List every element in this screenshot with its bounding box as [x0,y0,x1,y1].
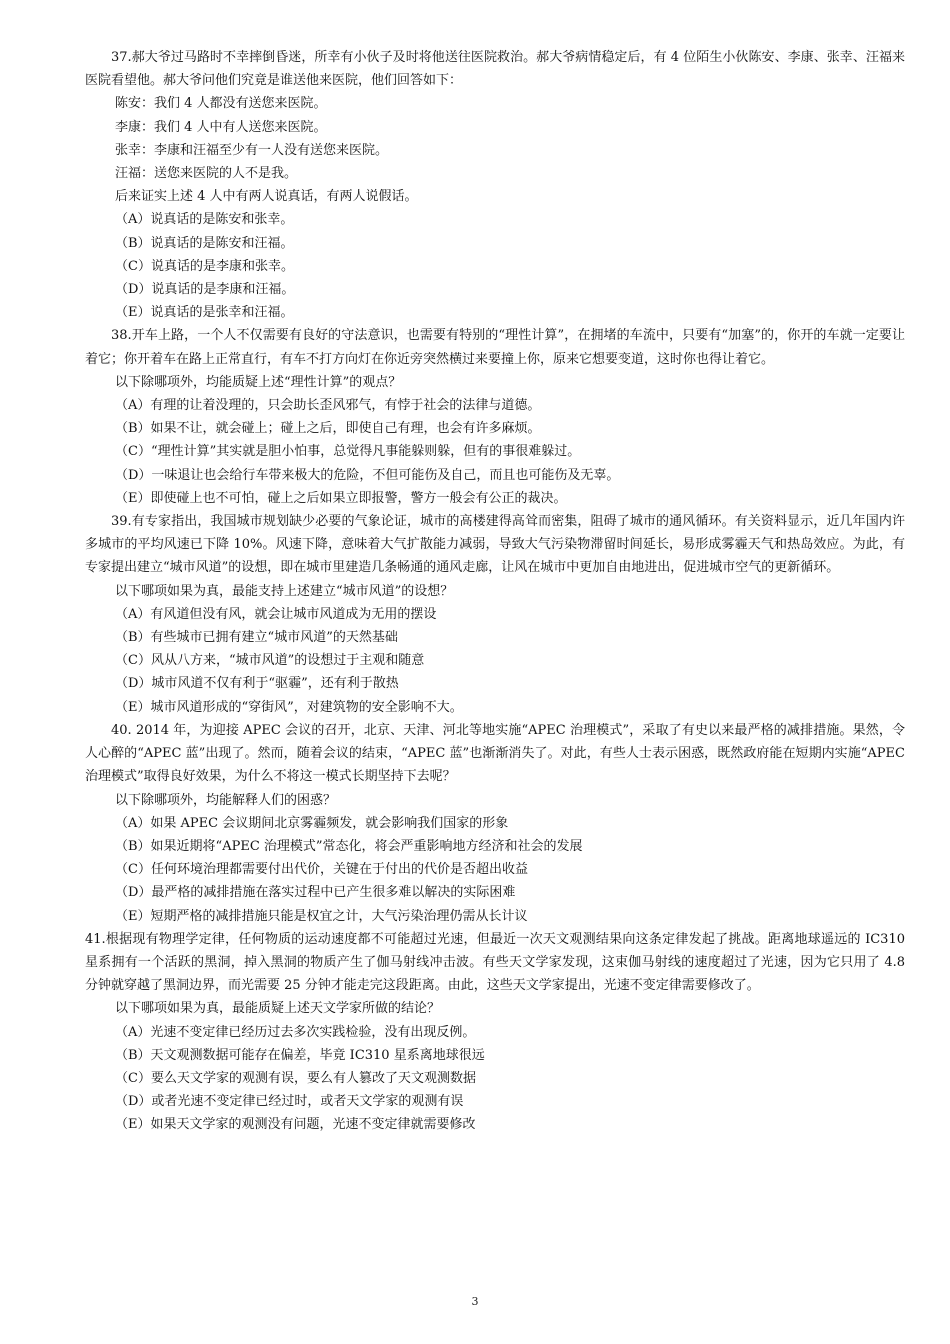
statement-line: 后来证实上述 4 人中有两人说真话，有两人说假话。 [115,189,418,205]
option-e: （E）说真话的是张幸和汪福。 [115,305,294,321]
document-page [85,46,905,1137]
option-c: （C）说真话的是李康和张幸。 [115,258,294,274]
question-prompt: 以下除哪项外，均能质疑上述“理性计算”的观点？ [115,374,402,390]
question-37 [85,46,905,324]
option-d: （D）说真话的是李康和汪福。 [115,282,295,298]
question-stem: 38.开车上路，一个人不仅需要有良好的守法意识，也需要有特别的“理性计算”，在拥堵的车流中，只要有“加塞”的，你开的车就一定要让着它；你开着车在路上正常直行，有车不打方向灯在你近旁突然横过来要撞上你，原来它想要变道，这时你也得让着它。 [85,328,905,367]
question-stem: 37.郝大爷过马路时不幸摔倒昏迷，所幸有小伙子及时将他送往医院救治。郝大爷病情稳定后，有 4 位陌生小伙陈安、李康、张幸、汪福来医院看望他。郝大爷问他们究竟是谁送他来医院，他们回答如下： [85,50,905,89]
option-b: （B）如果近期将“APEC 治理模式”常态化，将会严重影响地方经济和社会的发展 [115,838,583,854]
option-b: （B）说真话的是陈安和汪福。 [115,235,294,251]
option-d: （D）或者光速不变定律已经过时，或者天文学家的观测有误 [115,1094,464,1110]
question-stem: 39.有专家指出，我国城市规划缺少必要的气象论证，城市的高楼建得高耸而密集，阻碍了城市的通风循环。有关资料显示，近几年国内许多城市的平均风速已下降 10%。风速下降，意味着大气扩散能力减弱，导致大气污染物滞留时间延长，易形成雾霾天气和热岛效应。为此，有专家提出建立“城市风道”的设想，即在城市里建造几条畅通的通风走廊，让风在城市中更加自由地进出，促进城市空气的更新循环。 [85,514,905,576]
option-e: （E）即使碰上也不可怕，碰上之后如果立即报警，警方一般会有公正的裁决。 [115,490,567,506]
option-e: （E）城市风道形成的“穿街风”，对建筑物的安全影响不大。 [115,699,463,715]
question-prompt: 以下除哪项外，均能解释人们的困惑？ [115,792,337,808]
option-c: （C）要么天文学家的观测有误，要么有人篡改了天文观测数据 [115,1070,476,1086]
option-a: （A）说真话的是陈安和张幸。 [115,212,294,228]
statement-line: 李康：我们 4 人中有人送您来医院。 [115,119,327,135]
option-e: （E）如果天文学家的观测没有问题，光速不变定律就需要修改 [115,1117,476,1133]
option-c: （C）“理性计算”其实就是胆小怕事，总觉得凡事能躲则躲，但有的事很难躲过。 [115,444,581,460]
option-b: （B）如果不让，就会碰上；碰上之后，即使自己有理，也会有许多麻烦。 [115,421,541,437]
option-a: （A）如果 APEC 会议期间北京雾霾频发，就会影响我们国家的形象 [115,815,509,831]
option-c: （C）任何环境治理都需要付出代价，关键在于付出的代价是否超出收益 [115,862,528,878]
statement-line: 陈安：我们 4 人都没有送您来医院。 [115,96,327,112]
question-41 [85,928,905,1137]
question-prompt: 以下哪项如果为真，最能支持上述建立“城市风道”的设想？ [115,583,454,599]
option-c: （C）风从八方来，“城市风道”的设想过于主观和随意 [115,653,425,669]
option-d: （D）一味退让也会给行车带来极大的危险，不但可能伤及自己，而且也可能伤及无辜。 [115,467,620,483]
statement-line: 汪福：送您来医院的人不是我。 [115,166,298,182]
option-b: （B）有些城市已拥有建立“城市风道”的天然基础 [115,630,398,646]
option-d: （D）城市风道不仅有利于“驱霾”，还有利于散热 [115,676,399,692]
statement-line: 张幸：李康和汪福至少有一人没有送您来医院。 [115,142,389,158]
question-stem: 40. 2014 年，为迎接 APEC 会议的召开，北京、天津、河北等地实施“APEC 治理模式”，采取了有史以来最严格的减排措施。果然，令人心醉的“APEC 蓝”出现了。然而，随着会议的结束，“APEC 蓝”也渐渐消失了。对此，有些人士表示困惑，既然政府能在短期内实施“APEC 治理模式”取得良好效果，为什么不将这一模式长期坚持下去呢？ [85,722,905,785]
page-number: 3 [471,1295,479,1308]
question-stem: 41.根据现有物理学定律，任何物质的运动速度都不可能超过光速，但最近一次天文观测结果向这条定律发起了挑战。距离地球遥远的 IC310 星系拥有一个活跃的黑洞，掉入黑洞的物质产生了伽马射线冲击波。有些天文学家发现，这束伽马射线的速度超过了光速，因为它只用了 4.8 分钟就穿越了黑洞边界，而光需要 25 分钟才能走完这段距离。由此，这些天文学家提出，光速不变定律需要修改了。 [85,931,905,994]
option-a: （A）有风道但没有风，就会让城市风道成为无用的摆设 [115,606,437,622]
option-a: （A）有理的让着没理的，只会助长歪风邪气，有悖于社会的法律与道德。 [115,398,541,414]
question-39 [85,510,905,719]
option-d: （D）最严格的减排措施在落实过程中已产生很多难以解决的实际困难 [115,885,516,901]
question-40 [85,719,905,928]
question-prompt: 以下哪项如果为真，最能质疑上述天文学家所做的结论？ [115,1001,441,1017]
option-b: （B）天文观测数据可能存在偏差，毕竟 IC310 星系离地球很远 [115,1047,485,1063]
option-a: （A）光速不变定律已经历过去多次实践检验，没有出现反例。 [115,1024,476,1040]
question-38 [85,324,905,510]
option-e: （E）短期严格的减排措施只能是权宜之计，大气污染治理仍需从长计议 [115,908,528,924]
